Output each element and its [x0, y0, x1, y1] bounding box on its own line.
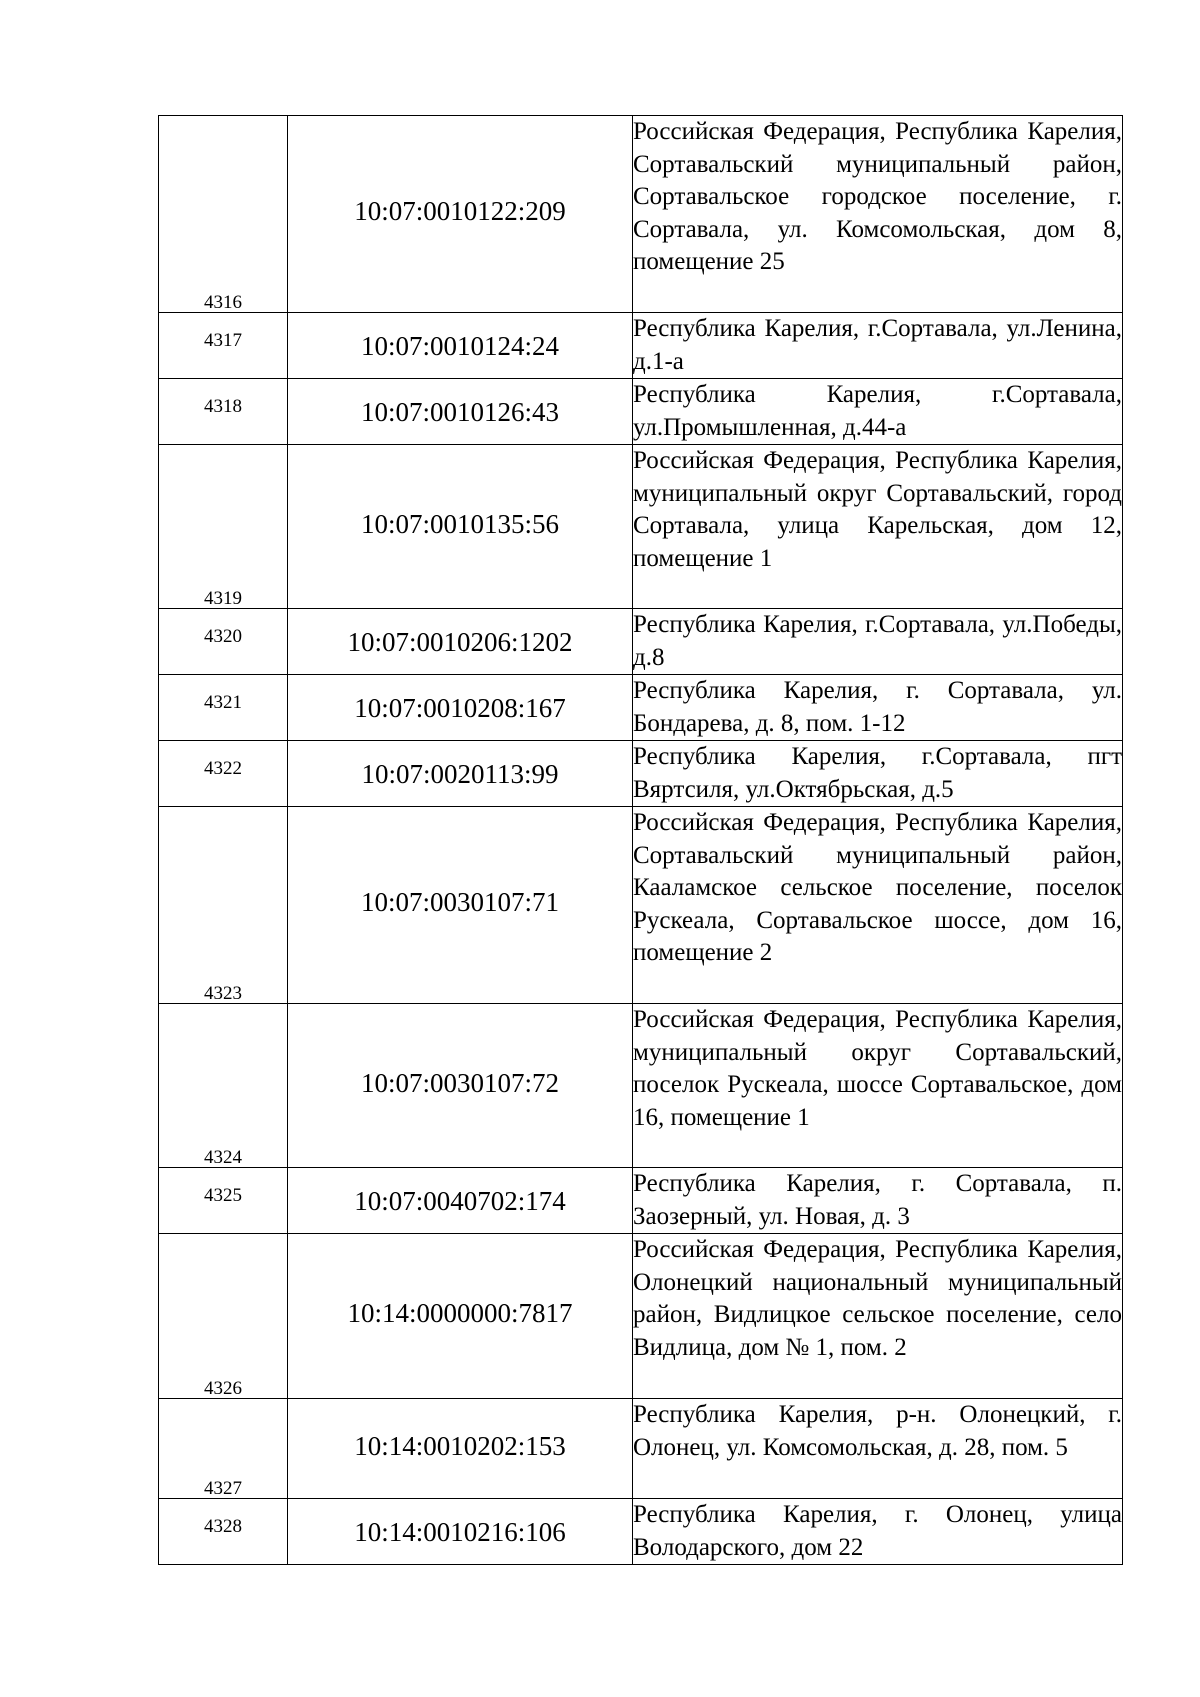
cadastral-number: 10:07:0010208:167 [288, 675, 633, 741]
address: Республика Карелия, г.Сортавала, пгт Вяртсиля, ул.Октябрьская, д.5 [633, 741, 1123, 807]
address: Республика Карелия, г. Сортавала, ул. Бондарева, д. 8, пом. 1-12 [633, 675, 1123, 741]
table-row [159, 379, 1123, 445]
table-row [159, 609, 1123, 675]
address: Республика Карелия, г.Сортавала, ул.Победы, д.8 [633, 609, 1123, 675]
table-row [159, 1499, 1123, 1565]
cadastral-number: 10:07:0020113:99 [288, 741, 633, 807]
cadastral-number: 10:07:0010122:209 [288, 116, 633, 313]
row-number: 4317 [159, 313, 288, 379]
cadastral-number: 10:07:0010126:43 [288, 379, 633, 445]
address: Российская Федерация, Республика Карелия, муниципальный округ Сортавальский, поселок Рускеала, шоссе Сортавальское, дом 16, помещение 1 [633, 1004, 1123, 1168]
address: Республика Карелия, г.Сортавала, ул.Промышленная, д.44-а [633, 379, 1123, 445]
table-row [159, 1399, 1123, 1499]
address: Российская Федерация, Республика Карелия, муниципальный округ Сортавальский, город Сортавала, улица Карельская, дом 12, помещение 1 [633, 445, 1123, 609]
cadastral-number: 10:14:0000000:7817 [288, 1234, 633, 1399]
row-number: 4325 [159, 1168, 288, 1234]
table-row [159, 807, 1123, 1004]
table-row [159, 445, 1123, 609]
address: Российская Федерация, Республика Карелия, Олонецкий национальный муниципальный район, Видлицкое сельское поселение, село Видлица, дом № 1, пом. 2 [633, 1234, 1123, 1399]
address: Российская Федерация, Республика Карелия, Сортавальский муниципальный район, Кааламское сельское поселение, поселок Рускеала, Сортавальское шоссе, дом 16, помещение 2 [633, 807, 1123, 1004]
row-number: 4323 [159, 807, 288, 1004]
table-row [159, 741, 1123, 807]
cadastral-number: 10:07:0010206:1202 [288, 609, 633, 675]
row-number: 4318 [159, 379, 288, 445]
row-number: 4321 [159, 675, 288, 741]
address: Республика Карелия, г.Сортавала, ул.Ленина, д.1-а [633, 313, 1123, 379]
cadastral-number: 10:07:0030107:71 [288, 807, 633, 1004]
row-number: 4328 [159, 1499, 288, 1565]
row-number: 4327 [159, 1399, 288, 1499]
address: Республика Карелия, г. Сортавала, п. Заозерный, ул. Новая, д. 3 [633, 1168, 1123, 1234]
row-number: 4322 [159, 741, 288, 807]
row-number: 4319 [159, 445, 288, 609]
cadastral-number: 10:07:0040702:174 [288, 1168, 633, 1234]
row-number: 4326 [159, 1234, 288, 1399]
row-number: 4320 [159, 609, 288, 675]
address: Республика Карелия, р-н. Олонецкий, г. Олонец, ул. Комсомольская, д. 28, пом. 5 [633, 1399, 1123, 1499]
table-row [159, 1004, 1123, 1168]
table-row [159, 1168, 1123, 1234]
cadastral-number: 10:14:0010216:106 [288, 1499, 633, 1565]
row-number: 4316 [159, 116, 288, 313]
cadastral-number: 10:14:0010202:153 [288, 1399, 633, 1499]
table-row [159, 313, 1123, 379]
registry-table [158, 115, 1123, 1565]
cadastral-number: 10:07:0010124:24 [288, 313, 633, 379]
table-row [159, 1234, 1123, 1399]
cadastral-number: 10:07:0030107:72 [288, 1004, 633, 1168]
table-row [159, 116, 1123, 313]
cadastral-number: 10:07:0010135:56 [288, 445, 633, 609]
address: Республика Карелия, г. Олонец, улица Володарского, дом 22 [633, 1499, 1123, 1565]
row-number: 4324 [159, 1004, 288, 1168]
address: Российская Федерация, Республика Карелия, Сортавальский муниципальный район, Сортавальское городское поселение, г. Сортавала, ул. Комсомольская, дом 8, помещение 25 [633, 116, 1123, 313]
table-row [159, 675, 1123, 741]
